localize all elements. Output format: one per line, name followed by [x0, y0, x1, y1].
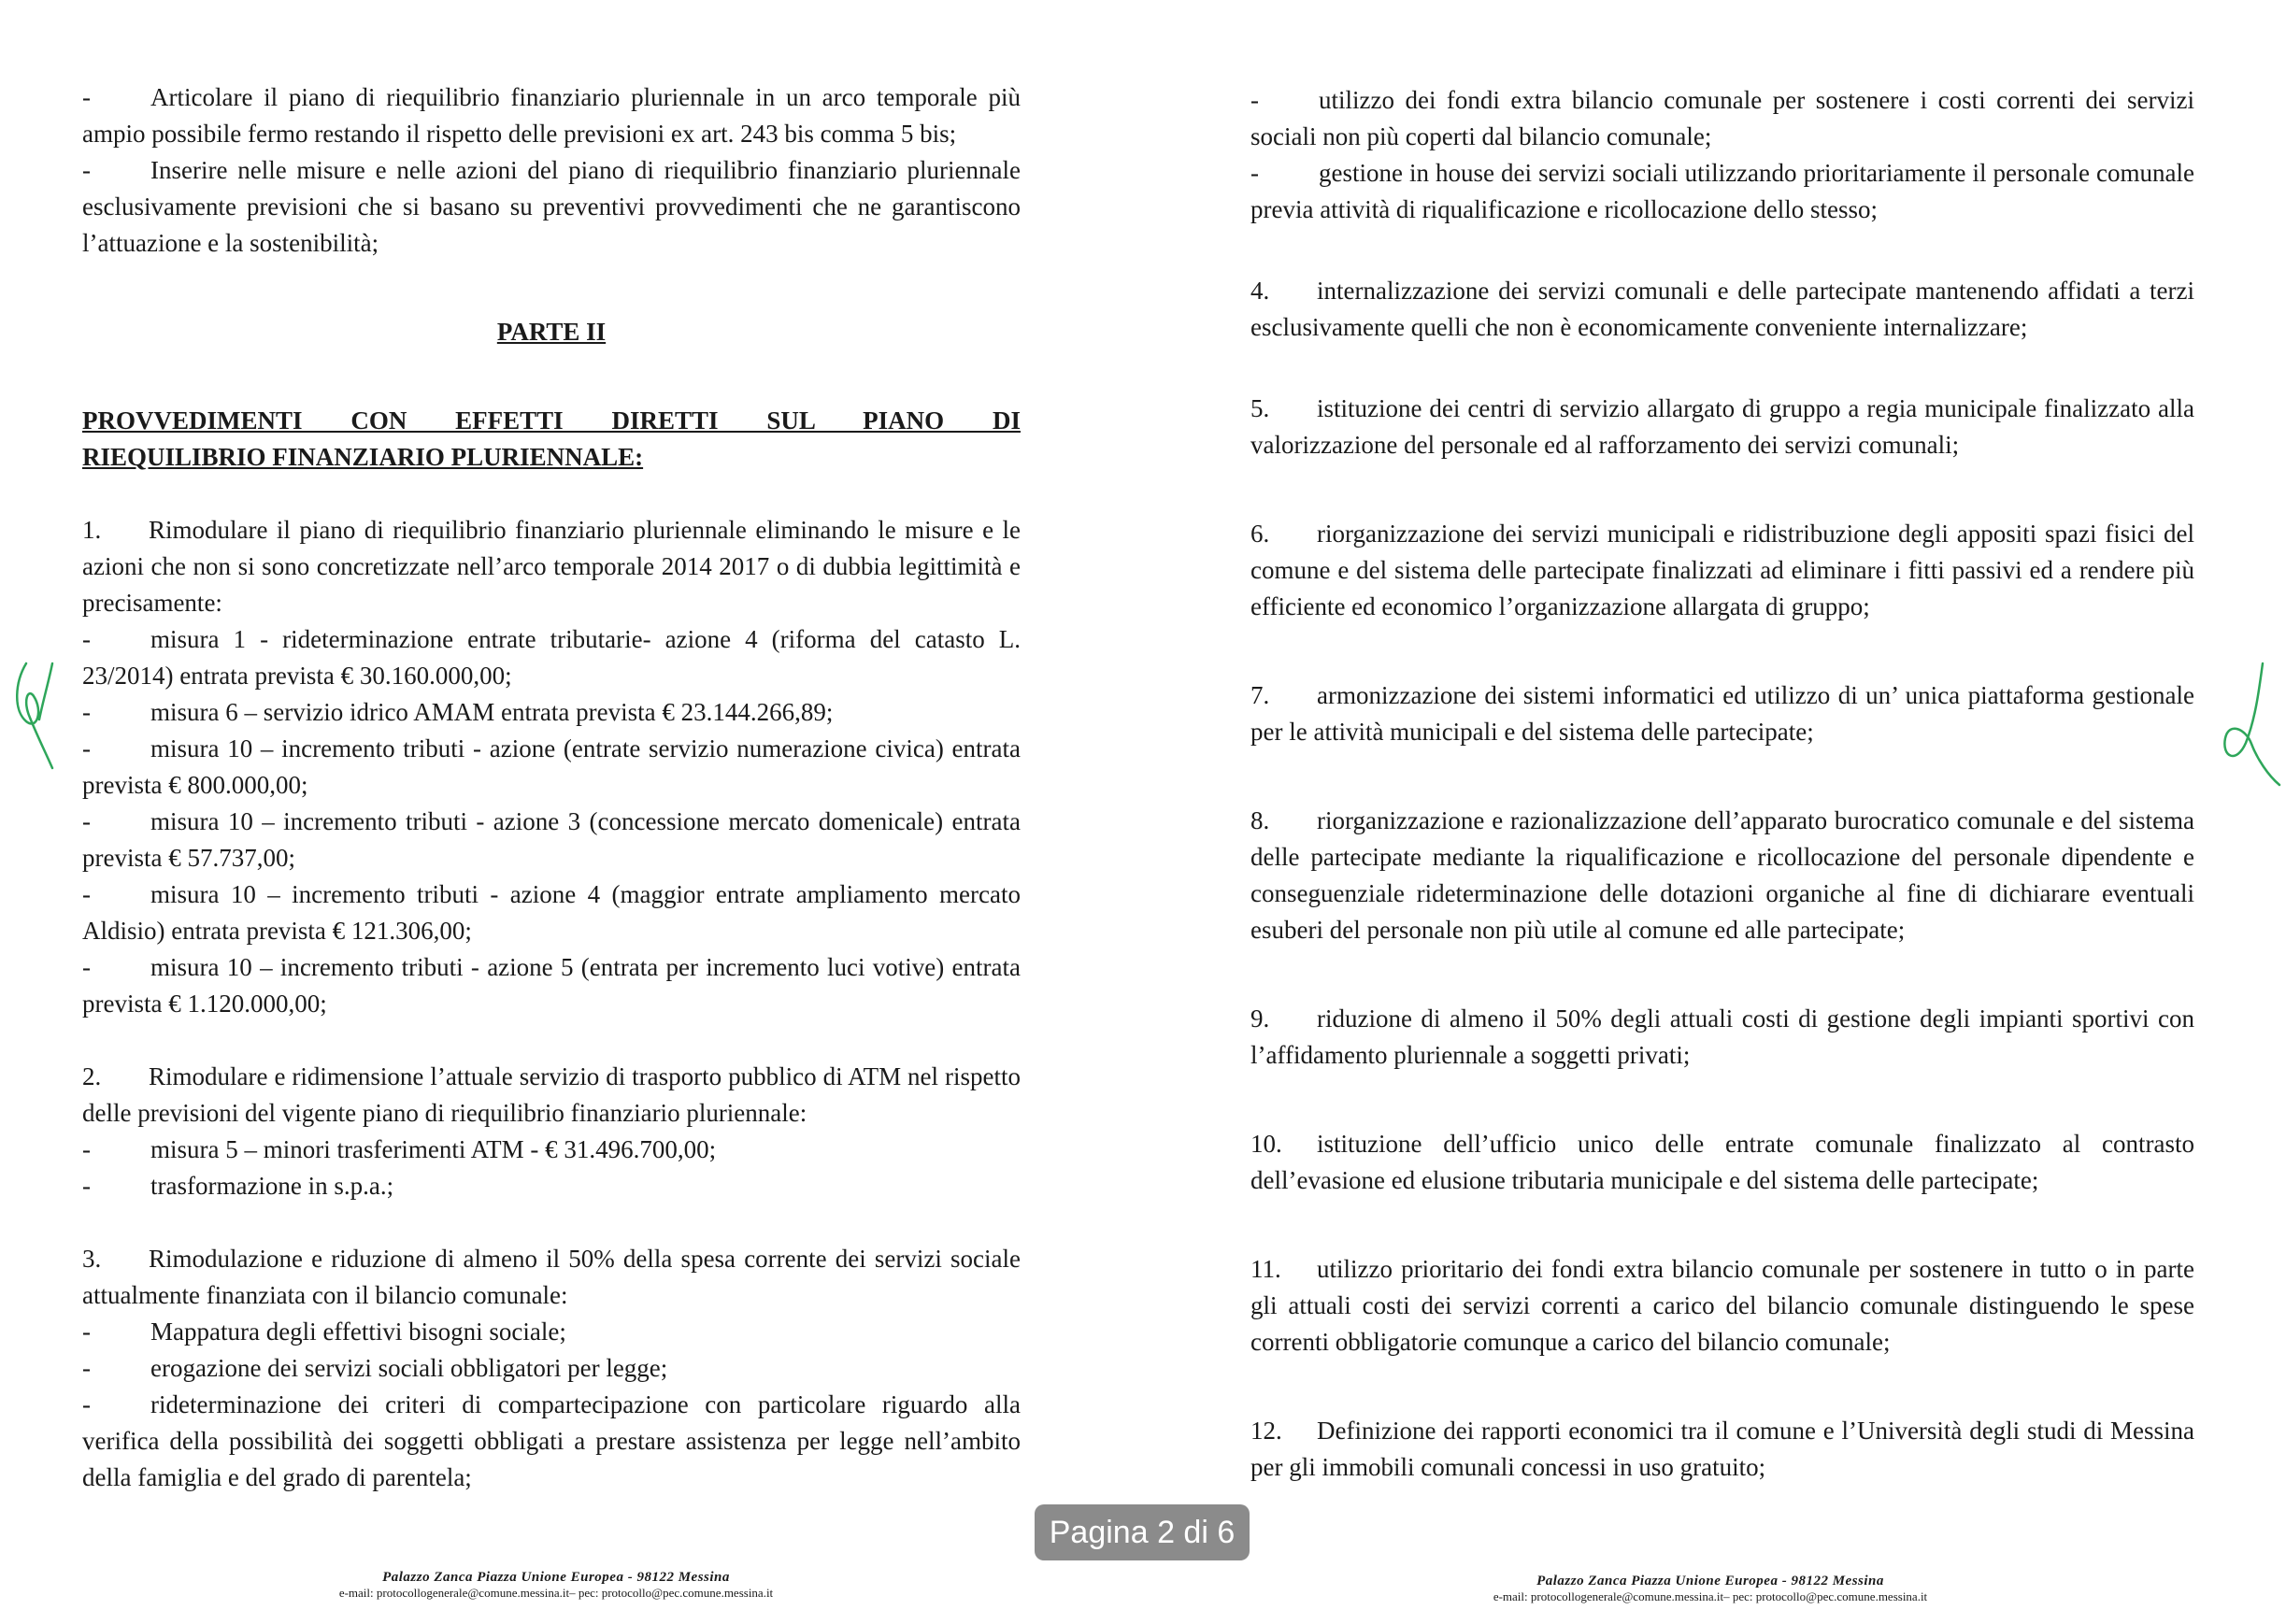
- right-page-footer: [1143, 1574, 2278, 1604]
- document-page-right: [1143, 0, 2286, 1624]
- footer-email: e-mail: protocollogenerale@comune.messina.it– pec: protocollo@pec.comune.messina.it: [338, 1586, 774, 1600]
- point-3: 3. Rimodulazione e riduzione di almeno il 50% della spesa corrente dei servizi sociale attualmente finanziata con il bilancio comunale:: [82, 1245, 1021, 1309]
- right-page-body: [1250, 82, 2194, 1486]
- continued-item: - utilizzo dei fondi extra bilancio comunale per sostenere i costi correnti dei servizi sociali non più coperti dal bilancio comunale;: [1250, 86, 2194, 150]
- point-7: 7. armonizzazione dei sistemi informatici ed utilizzo di un’ unica piattaforma gestionale per le attività municipali e del sistema delle partecipate;: [1250, 681, 2194, 746]
- point-3-item: - Mappatura degli effettivi bisogni sociale;: [82, 1318, 566, 1346]
- point-1-item: - misura 10 – incremento tributi - azione 5 (entrata per incremento luci votive) entrata prevista € 1.120.000,00;: [82, 953, 1021, 1018]
- page-indicator: Pagina 2 di 6: [1035, 1504, 1250, 1560]
- point-9: 9. riduzione di almeno il 50% degli attuali costi di gestione degli impianti sportivi con l’affidamento pluriennale a soggetti privati;: [1250, 1004, 2194, 1069]
- point-4: 4. internalizzazione dei servizi comunali e delle partecipate mantenendo affidati a terzi esclusivamente quelli che non è economicamente conveniente internalizzare;: [1250, 277, 2194, 341]
- footer-address: Palazzo Zanca Piazza Unione Europea - 98122 Messina: [382, 1570, 730, 1585]
- handwritten-initials-icon: [2208, 654, 2283, 794]
- point-1-item: - misura 1 - rideterminazione entrate tributarie- azione 4 (riforma del catasto L. 23/2014) entrata prevista € 30.160.000,00;: [82, 625, 1021, 690]
- left-page-footer: [0, 1570, 1112, 1601]
- point-11: 11. utilizzo prioritario dei fondi extra bilancio comunale per sostenere in tutto o in parte gli attuali costi dei servizi correnti a carico del bilancio comunale distinguendo le spese correnti obbligatorie comunque a carico del bilancio comunale;: [1250, 1255, 2194, 1356]
- continued-item: - gestione in house dei servizi sociali utilizzando prioritariamente il personale comunale previa attività di riqualificazione e ricollocazione dello stesso;: [1250, 159, 2194, 223]
- point-1-item: - misura 10 – incremento tributi - azione 4 (maggior entrate ampliamento mercato Aldisio) entrata prevista € 121.306,00;: [82, 880, 1021, 945]
- intro-item-1: - Articolare il piano di riequilibrio finanziario pluriennale in un arco temporale più ampio possibile fermo restando il rispetto delle previsioni ex art. 243 bis comma 5 bis;: [82, 83, 1021, 148]
- section-heading-line2: RIEQUILIBRIO FINANZIARIO PLURIENNALE:: [82, 443, 644, 471]
- intro-item-2: - Inserire nelle misure e nelle azioni del piano di riequilibrio finanziario pluriennale esclusivamente previsioni che si basano su preventivi provvedimenti che ne garantiscono l’attuazione e la sostenibilità;: [82, 156, 1021, 257]
- point-6: 6. riorganizzazione dei servizi municipali e ridistribuzione degli appositi spazi fisici del comune e del sistema delle partecipate finalizzati ad eliminare i fitti passivi ed a rendere più efficiente ed economico l’organizzazione allargata di gruppo;: [1250, 520, 2194, 620]
- footer-address: Palazzo Zanca Piazza Unione Europea - 98122 Messina: [1536, 1574, 1884, 1588]
- point-3-item: - erogazione dei servizi sociali obbligatori per legge;: [82, 1354, 668, 1382]
- point-1-item: - misura 10 – incremento tributi - azione 3 (concessione mercato domenicale) entrata prevista € 57.737,00;: [82, 807, 1021, 872]
- point-12: 12. Definizione dei rapporti economici tra il comune e l’Università degli studi di Messina per gli immobili comunali concessi in uso gratuito;: [1250, 1417, 2194, 1481]
- section-title: PARTE II: [496, 318, 607, 346]
- point-10: 10. istituzione dell’ufficio unico delle entrate comunale finalizzato al contrasto dell’evasione ed elusione tributaria municipale e del sistema delle partecipate;: [1250, 1130, 2194, 1194]
- point-3-item: - rideterminazione dei criteri di compartecipazione con particolare riguardo alla verifica della possibilità dei soggetti obbligati a prestare assistenza per legge nell’ambito della famiglia e del grado di parentela;: [82, 1390, 1021, 1491]
- point-1-item: - misura 10 – incremento tributi - azione (entrate servizio numerazione civica) entrata prevista € 800.000,00;: [82, 734, 1021, 799]
- handwritten-initials-icon: [6, 645, 71, 785]
- section-heading-line1: PROVVEDIMENTI CON EFFETTI DIRETTI SUL PIANO DI: [82, 406, 1021, 434]
- point-8: 8. riorganizzazione e razionalizzazione dell’apparato burocratico comunale e del sistema delle partecipate mediante la riqualificazione e ricollocazione del personale dipendente e conseguenziale rideterminazione delle dotazioni organiche al fine di dichiarare eventuali esuberi del personale non più utile al comune ed alle partecipate;: [1250, 806, 2194, 944]
- point-2-item: - misura 5 – minori trasferimenti ATM - € 31.496.700,00;: [82, 1135, 717, 1163]
- point-1: 1. Rimodulare il piano di riequilibrio finanziario pluriennale eliminando le misure e le azioni che non si sono concretizzate nell’arco temporale 2014 2017 o di dubbia legittimità e precisamente:: [82, 516, 1021, 617]
- point-5: 5. istituzione dei centri di servizio allargato di gruppo a regia municipale finalizzato alla valorizzazione del personale ed al rafforzamento dei servizi comunali;: [1250, 394, 2194, 459]
- point-2-item: - trasformazione in s.p.a.;: [82, 1172, 394, 1200]
- footer-email: e-mail: protocollogenerale@comune.messina.it– pec: protocollo@pec.comune.messina.it: [1493, 1589, 1928, 1603]
- left-page-body: [82, 79, 1021, 1496]
- section-heading: [82, 403, 1021, 476]
- point-1-item: - misura 6 – servizio idrico AMAM entrata prevista € 23.144.266,89;: [82, 698, 834, 726]
- point-2: 2. Rimodulare e ridimensione l’attuale servizio di trasporto pubblico di ATM nel rispetto delle previsioni del vigente piano di riequilibrio finanziario pluriennale:: [82, 1062, 1021, 1127]
